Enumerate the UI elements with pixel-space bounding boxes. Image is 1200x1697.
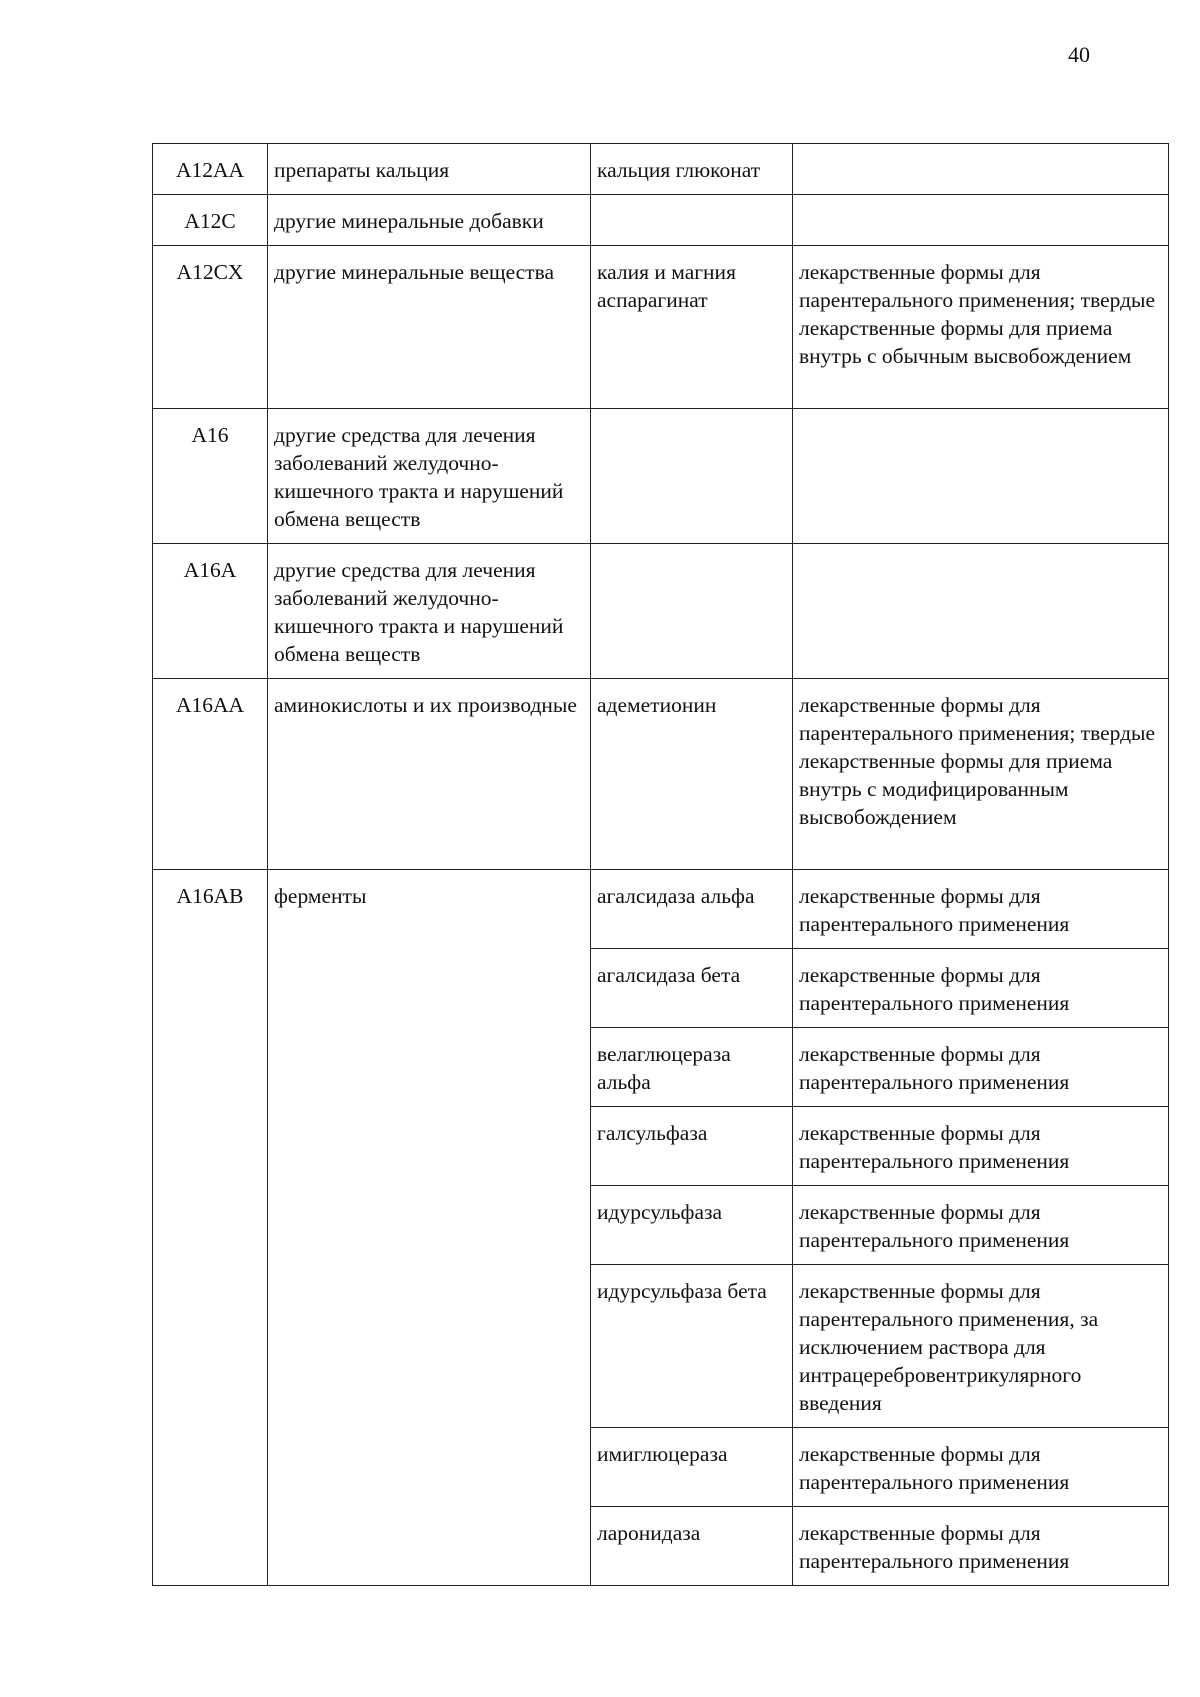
substance-name: идурсульфаза бета bbox=[591, 1265, 793, 1428]
substance-name: кальция глюконат bbox=[591, 144, 793, 195]
atc-code: A12CX bbox=[153, 246, 268, 409]
atc-code: A12C bbox=[153, 195, 268, 246]
substance-name: идурсульфаза bbox=[591, 1186, 793, 1265]
atc-group: другие минеральные вещества bbox=[268, 246, 591, 409]
dosage-form: лекарственные формы для парентерального применения bbox=[793, 870, 1169, 949]
table-row bbox=[153, 409, 1169, 544]
table-row bbox=[153, 544, 1169, 679]
substance-name: агалсидаза альфа bbox=[591, 870, 793, 949]
atc-code: A16A bbox=[153, 544, 268, 679]
drug-classification-table bbox=[152, 143, 1169, 1586]
table-row bbox=[153, 195, 1169, 246]
dosage-form bbox=[793, 144, 1169, 195]
dosage-form: лекарственные формы для парентерального применения bbox=[793, 1028, 1169, 1107]
substance-name: ларонидаза bbox=[591, 1507, 793, 1586]
dosage-form bbox=[793, 544, 1169, 679]
dosage-form: лекарственные формы для парентерального применения bbox=[793, 1107, 1169, 1186]
table-row bbox=[153, 679, 1169, 870]
atc-group: другие минеральные добавки bbox=[268, 195, 591, 246]
dosage-form: лекарственные формы для парентерального применения; твердые лекарственные формы для приема внутрь с модифицированным высвобождением bbox=[793, 679, 1169, 870]
dosage-form bbox=[793, 409, 1169, 544]
table-row bbox=[153, 246, 1169, 409]
dosage-form: лекарственные формы для парентерального применения; твердые лекарственные формы для приема внутрь с обычным высвобождением bbox=[793, 246, 1169, 409]
substance-name bbox=[591, 544, 793, 679]
substance-name: имиглюцераза bbox=[591, 1428, 793, 1507]
substance-name: калия и магния аспарагинат bbox=[591, 246, 793, 409]
substance-name: агалсидаза бета bbox=[591, 949, 793, 1028]
atc-code: A16AA bbox=[153, 679, 268, 870]
substance-name: адеметионин bbox=[591, 679, 793, 870]
dosage-form: лекарственные формы для парентерального применения bbox=[793, 949, 1169, 1028]
substance-name bbox=[591, 195, 793, 246]
atc-code: A12AA bbox=[153, 144, 268, 195]
dosage-form: лекарственные формы для парентерального применения, за исключением раствора для интрацеребровентрикулярного введения bbox=[793, 1265, 1169, 1428]
substance-name: галсульфаза bbox=[591, 1107, 793, 1186]
page-number: 40 bbox=[1068, 42, 1090, 67]
atc-group: другие средства для лечения заболеваний желудочно-кишечного тракта и нарушений обмена веществ bbox=[268, 409, 591, 544]
dosage-form bbox=[793, 195, 1169, 246]
atc-group: другие средства для лечения заболеваний желудочно-кишечного тракта и нарушений обмена веществ bbox=[268, 544, 591, 679]
atc-code: A16 bbox=[153, 409, 268, 544]
dosage-form: лекарственные формы для парентерального применения bbox=[793, 1428, 1169, 1507]
atc-group: препараты кальция bbox=[268, 144, 591, 195]
atc-group: ферменты bbox=[268, 870, 591, 1586]
dosage-form: лекарственные формы для парентерального применения bbox=[793, 1186, 1169, 1265]
substance-name bbox=[591, 409, 793, 544]
table-row bbox=[153, 144, 1169, 195]
atc-group: аминокислоты и их производные bbox=[268, 679, 591, 870]
dosage-form: лекарственные формы для парентерального применения bbox=[793, 1507, 1169, 1586]
table-row bbox=[153, 870, 1169, 949]
atc-code: A16AB bbox=[153, 870, 268, 1586]
substance-name: велаглюцераза альфа bbox=[591, 1028, 793, 1107]
